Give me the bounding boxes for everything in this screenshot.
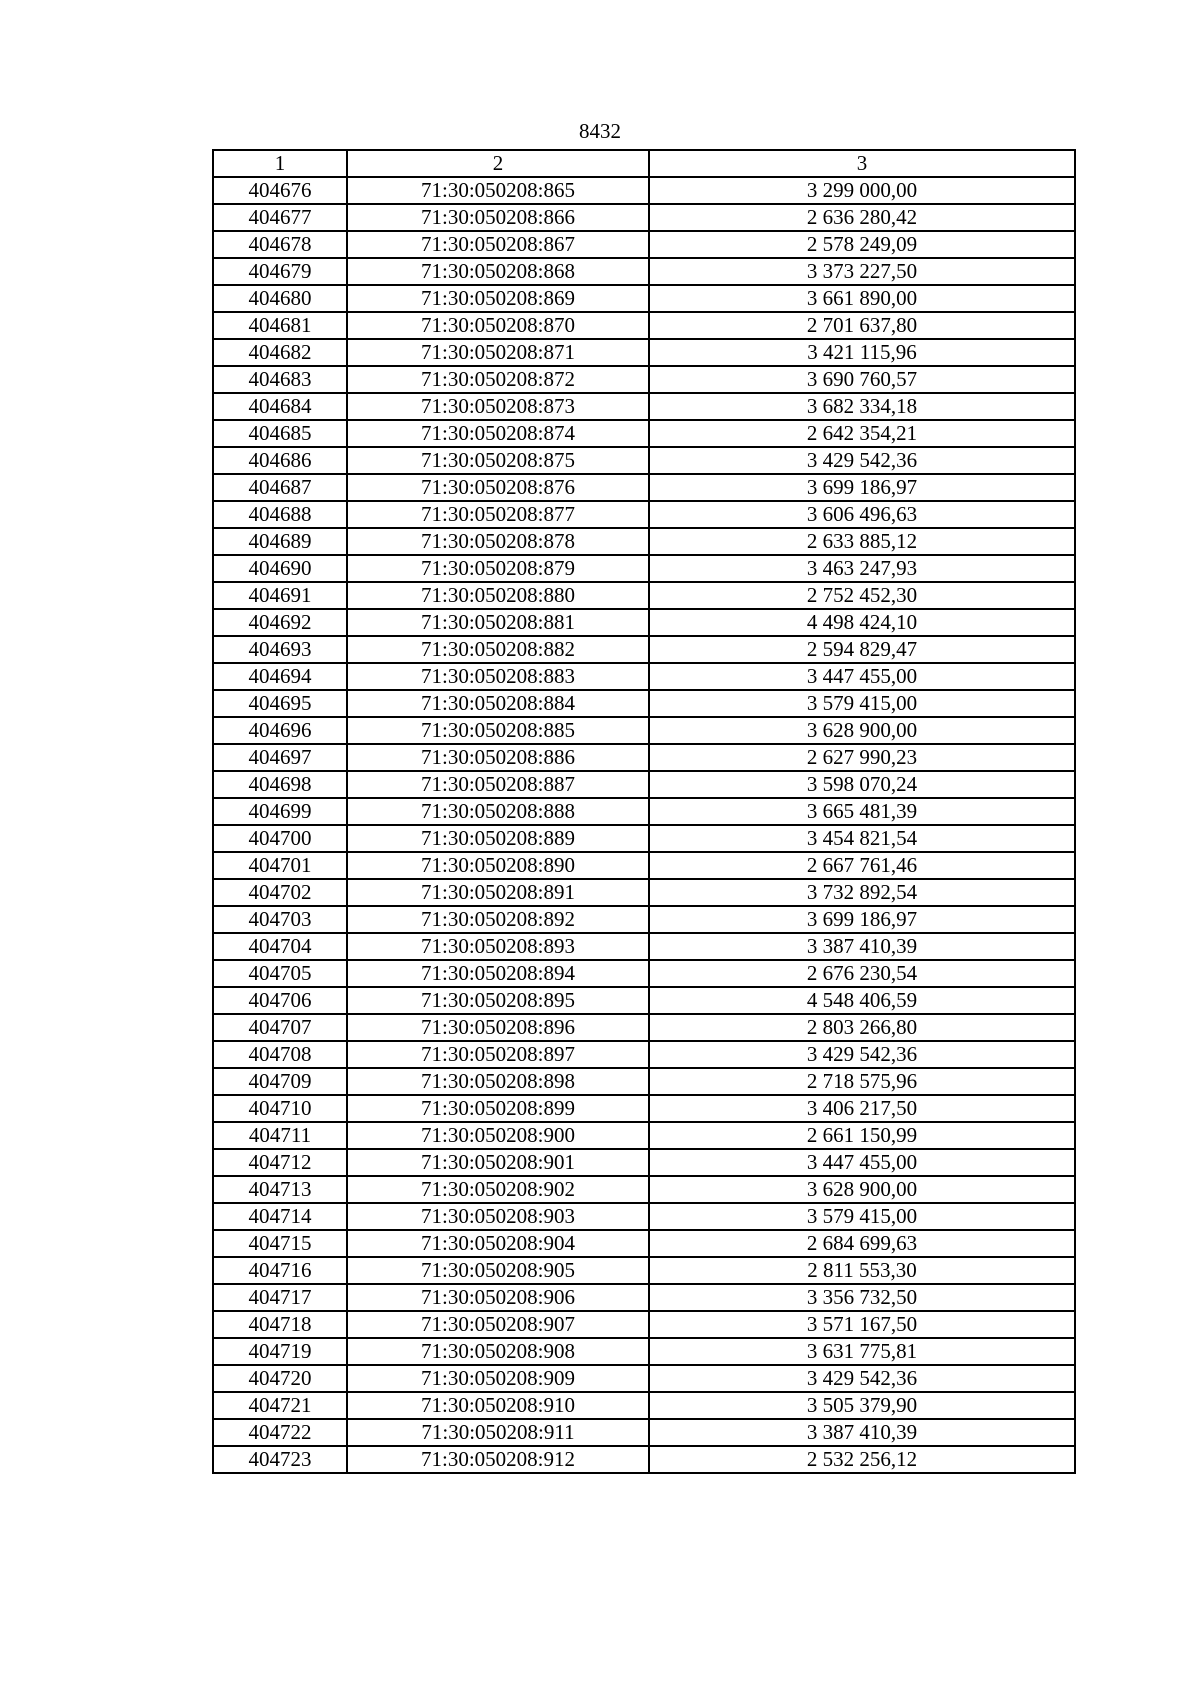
table-row bbox=[213, 582, 1075, 609]
value-cell: 2 633 885,12 bbox=[649, 528, 1075, 555]
cadastral-number-cell: 71:30:050208:912 bbox=[347, 1446, 649, 1473]
cadastral-number-cell: 71:30:050208:906 bbox=[347, 1284, 649, 1311]
value-cell: 3 356 732,50 bbox=[649, 1284, 1075, 1311]
value-cell: 3 628 900,00 bbox=[649, 717, 1075, 744]
row-number-cell: 404706 bbox=[213, 987, 347, 1014]
value-cell: 3 631 775,81 bbox=[649, 1338, 1075, 1365]
row-number-cell: 404712 bbox=[213, 1149, 347, 1176]
row-number-cell: 404678 bbox=[213, 231, 347, 258]
value-cell: 2 684 699,63 bbox=[649, 1230, 1075, 1257]
cadastral-number-cell: 71:30:050208:872 bbox=[347, 366, 649, 393]
cadastral-number-cell: 71:30:050208:870 bbox=[347, 312, 649, 339]
cadastral-number-cell: 71:30:050208:890 bbox=[347, 852, 649, 879]
table-row bbox=[213, 879, 1075, 906]
row-number-cell: 404723 bbox=[213, 1446, 347, 1473]
table-row bbox=[213, 339, 1075, 366]
value-cell: 3 429 542,36 bbox=[649, 447, 1075, 474]
row-number-cell: 404715 bbox=[213, 1230, 347, 1257]
table-row bbox=[213, 852, 1075, 879]
cadastral-number-cell: 71:30:050208:894 bbox=[347, 960, 649, 987]
value-cell: 2 676 230,54 bbox=[649, 960, 1075, 987]
value-cell: 2 578 249,09 bbox=[649, 231, 1075, 258]
table-row bbox=[213, 177, 1075, 204]
cadastral-number-cell: 71:30:050208:887 bbox=[347, 771, 649, 798]
table-row bbox=[213, 1230, 1075, 1257]
cadastral-number-cell: 71:30:050208:904 bbox=[347, 1230, 649, 1257]
row-number-cell: 404708 bbox=[213, 1041, 347, 1068]
table-row bbox=[213, 312, 1075, 339]
table-row bbox=[213, 798, 1075, 825]
table-row bbox=[213, 285, 1075, 312]
table-row bbox=[213, 1122, 1075, 1149]
table-row bbox=[213, 1068, 1075, 1095]
cadastral-number-cell: 71:30:050208:877 bbox=[347, 501, 649, 528]
value-cell: 3 429 542,36 bbox=[649, 1365, 1075, 1392]
table-row bbox=[213, 474, 1075, 501]
table-header bbox=[213, 150, 1075, 177]
value-cell: 3 387 410,39 bbox=[649, 933, 1075, 960]
cadastral-number-cell: 71:30:050208:883 bbox=[347, 663, 649, 690]
table-row bbox=[213, 1338, 1075, 1365]
cadastral-number-cell: 71:30:050208:901 bbox=[347, 1149, 649, 1176]
table-row bbox=[213, 204, 1075, 231]
cadastral-number-cell: 71:30:050208:911 bbox=[347, 1419, 649, 1446]
value-cell: 3 579 415,00 bbox=[649, 1203, 1075, 1230]
row-number-cell: 404718 bbox=[213, 1311, 347, 1338]
table-row bbox=[213, 663, 1075, 690]
cadastral-number-cell: 71:30:050208:891 bbox=[347, 879, 649, 906]
row-number-cell: 404686 bbox=[213, 447, 347, 474]
value-cell: 2 532 256,12 bbox=[649, 1446, 1075, 1473]
row-number-cell: 404705 bbox=[213, 960, 347, 987]
column-header-1: 1 bbox=[213, 150, 347, 177]
row-number-cell: 404720 bbox=[213, 1365, 347, 1392]
row-number-cell: 404709 bbox=[213, 1068, 347, 1095]
value-cell: 3 579 415,00 bbox=[649, 690, 1075, 717]
value-cell: 3 699 186,97 bbox=[649, 906, 1075, 933]
value-cell: 2 701 637,80 bbox=[649, 312, 1075, 339]
value-cell: 3 732 892,54 bbox=[649, 879, 1075, 906]
cadastral-number-cell: 71:30:050208:895 bbox=[347, 987, 649, 1014]
row-number-cell: 404717 bbox=[213, 1284, 347, 1311]
cadastral-number-cell: 71:30:050208:867 bbox=[347, 231, 649, 258]
row-number-cell: 404692 bbox=[213, 609, 347, 636]
table-row bbox=[213, 609, 1075, 636]
table-row bbox=[213, 1203, 1075, 1230]
cadastral-number-cell: 71:30:050208:910 bbox=[347, 1392, 649, 1419]
table-row bbox=[213, 555, 1075, 582]
row-number-cell: 404716 bbox=[213, 1257, 347, 1284]
table-row bbox=[213, 1419, 1075, 1446]
cadastral-number-cell: 71:30:050208:868 bbox=[347, 258, 649, 285]
row-number-cell: 404700 bbox=[213, 825, 347, 852]
cadastral-number-cell: 71:30:050208:889 bbox=[347, 825, 649, 852]
table-row bbox=[213, 1284, 1075, 1311]
cadastral-number-cell: 71:30:050208:903 bbox=[347, 1203, 649, 1230]
value-cell: 3 454 821,54 bbox=[649, 825, 1075, 852]
table-row bbox=[213, 906, 1075, 933]
row-number-cell: 404704 bbox=[213, 933, 347, 960]
cadastral-number-cell: 71:30:050208:888 bbox=[347, 798, 649, 825]
value-cell: 3 463 247,93 bbox=[649, 555, 1075, 582]
row-number-cell: 404683 bbox=[213, 366, 347, 393]
table-row bbox=[213, 1392, 1075, 1419]
value-cell: 2 752 452,30 bbox=[649, 582, 1075, 609]
cadastral-number-cell: 71:30:050208:874 bbox=[347, 420, 649, 447]
row-number-cell: 404691 bbox=[213, 582, 347, 609]
row-number-cell: 404698 bbox=[213, 771, 347, 798]
value-cell: 3 699 186,97 bbox=[649, 474, 1075, 501]
cadastral-number-cell: 71:30:050208:884 bbox=[347, 690, 649, 717]
value-cell: 2 627 990,23 bbox=[649, 744, 1075, 771]
table-row bbox=[213, 825, 1075, 852]
row-number-cell: 404685 bbox=[213, 420, 347, 447]
row-number-cell: 404684 bbox=[213, 393, 347, 420]
table-row bbox=[213, 717, 1075, 744]
row-number-cell: 404693 bbox=[213, 636, 347, 663]
cadastral-number-cell: 71:30:050208:876 bbox=[347, 474, 649, 501]
row-number-cell: 404701 bbox=[213, 852, 347, 879]
cadastral-number-cell: 71:30:050208:869 bbox=[347, 285, 649, 312]
table-row bbox=[213, 393, 1075, 420]
table-row bbox=[213, 420, 1075, 447]
cadastral-number-cell: 71:30:050208:907 bbox=[347, 1311, 649, 1338]
row-number-cell: 404695 bbox=[213, 690, 347, 717]
value-cell: 2 803 266,80 bbox=[649, 1014, 1075, 1041]
value-cell: 2 718 575,96 bbox=[649, 1068, 1075, 1095]
row-number-cell: 404721 bbox=[213, 1392, 347, 1419]
row-number-cell: 404687 bbox=[213, 474, 347, 501]
row-number-cell: 404719 bbox=[213, 1338, 347, 1365]
table-row bbox=[213, 1257, 1075, 1284]
value-cell: 3 661 890,00 bbox=[649, 285, 1075, 312]
row-number-cell: 404711 bbox=[213, 1122, 347, 1149]
cadastral-number-cell: 71:30:050208:886 bbox=[347, 744, 649, 771]
cadastral-number-cell: 71:30:050208:873 bbox=[347, 393, 649, 420]
cadastral-number-cell: 71:30:050208:878 bbox=[347, 528, 649, 555]
cadastral-number-cell: 71:30:050208:881 bbox=[347, 609, 649, 636]
table-row bbox=[213, 744, 1075, 771]
row-number-cell: 404722 bbox=[213, 1419, 347, 1446]
cadastral-number-cell: 71:30:050208:908 bbox=[347, 1338, 649, 1365]
cadastral-number-cell: 71:30:050208:885 bbox=[347, 717, 649, 744]
value-cell: 3 299 000,00 bbox=[649, 177, 1075, 204]
value-cell: 3 429 542,36 bbox=[649, 1041, 1075, 1068]
row-number-cell: 404699 bbox=[213, 798, 347, 825]
cadastral-number-cell: 71:30:050208:899 bbox=[347, 1095, 649, 1122]
row-number-cell: 404681 bbox=[213, 312, 347, 339]
table-body bbox=[213, 177, 1075, 1473]
table-row bbox=[213, 366, 1075, 393]
cadastral-number-cell: 71:30:050208:897 bbox=[347, 1041, 649, 1068]
table-row bbox=[213, 447, 1075, 474]
page-number: 8432 bbox=[579, 119, 621, 143]
value-cell: 2 811 553,30 bbox=[649, 1257, 1075, 1284]
value-cell: 3 571 167,50 bbox=[649, 1311, 1075, 1338]
cadastral-number-cell: 71:30:050208:880 bbox=[347, 582, 649, 609]
row-number-cell: 404677 bbox=[213, 204, 347, 231]
value-cell: 3 421 115,96 bbox=[649, 339, 1075, 366]
row-number-cell: 404680 bbox=[213, 285, 347, 312]
value-cell: 2 636 280,42 bbox=[649, 204, 1075, 231]
row-number-cell: 404702 bbox=[213, 879, 347, 906]
row-number-cell: 404710 bbox=[213, 1095, 347, 1122]
table-row bbox=[213, 1041, 1075, 1068]
value-cell: 3 628 900,00 bbox=[649, 1176, 1075, 1203]
table-row bbox=[213, 1095, 1075, 1122]
row-number-cell: 404713 bbox=[213, 1176, 347, 1203]
table-row bbox=[213, 933, 1075, 960]
table-row bbox=[213, 960, 1075, 987]
row-number-cell: 404714 bbox=[213, 1203, 347, 1230]
table-row bbox=[213, 690, 1075, 717]
table-row bbox=[213, 636, 1075, 663]
cadastral-number-cell: 71:30:050208:882 bbox=[347, 636, 649, 663]
value-cell: 3 373 227,50 bbox=[649, 258, 1075, 285]
value-cell: 3 682 334,18 bbox=[649, 393, 1075, 420]
value-cell: 3 387 410,39 bbox=[649, 1419, 1075, 1446]
cadastral-number-cell: 71:30:050208:896 bbox=[347, 1014, 649, 1041]
table-row bbox=[213, 771, 1075, 798]
cadastral-number-cell: 71:30:050208:875 bbox=[347, 447, 649, 474]
table-row bbox=[213, 1149, 1075, 1176]
cadastral-number-cell: 71:30:050208:879 bbox=[347, 555, 649, 582]
data-table bbox=[212, 149, 1076, 1474]
row-number-cell: 404688 bbox=[213, 501, 347, 528]
row-number-cell: 404690 bbox=[213, 555, 347, 582]
value-cell: 2 667 761,46 bbox=[649, 852, 1075, 879]
row-number-cell: 404679 bbox=[213, 258, 347, 285]
table-row bbox=[213, 987, 1075, 1014]
row-number-cell: 404689 bbox=[213, 528, 347, 555]
value-cell: 3 505 379,90 bbox=[649, 1392, 1075, 1419]
value-cell: 3 606 496,63 bbox=[649, 501, 1075, 528]
table-row bbox=[213, 1365, 1075, 1392]
row-number-cell: 404707 bbox=[213, 1014, 347, 1041]
value-cell: 2 594 829,47 bbox=[649, 636, 1075, 663]
value-cell: 3 447 455,00 bbox=[649, 1149, 1075, 1176]
value-cell: 3 665 481,39 bbox=[649, 798, 1075, 825]
value-cell: 2 642 354,21 bbox=[649, 420, 1075, 447]
cadastral-number-cell: 71:30:050208:898 bbox=[347, 1068, 649, 1095]
table-header-row bbox=[213, 150, 1075, 177]
value-cell: 3 447 455,00 bbox=[649, 663, 1075, 690]
table-row bbox=[213, 1176, 1075, 1203]
row-number-cell: 404694 bbox=[213, 663, 347, 690]
row-number-cell: 404682 bbox=[213, 339, 347, 366]
row-number-cell: 404676 bbox=[213, 177, 347, 204]
table-row bbox=[213, 1446, 1075, 1473]
cadastral-number-cell: 71:30:050208:909 bbox=[347, 1365, 649, 1392]
row-number-cell: 404697 bbox=[213, 744, 347, 771]
cadastral-number-cell: 71:30:050208:900 bbox=[347, 1122, 649, 1149]
row-number-cell: 404703 bbox=[213, 906, 347, 933]
cadastral-number-cell: 71:30:050208:871 bbox=[347, 339, 649, 366]
cadastral-number-cell: 71:30:050208:865 bbox=[347, 177, 649, 204]
value-cell: 4 498 424,10 bbox=[649, 609, 1075, 636]
cadastral-number-cell: 71:30:050208:905 bbox=[347, 1257, 649, 1284]
table-row bbox=[213, 258, 1075, 285]
table-row bbox=[213, 528, 1075, 555]
cadastral-number-cell: 71:30:050208:892 bbox=[347, 906, 649, 933]
value-cell: 3 406 217,50 bbox=[649, 1095, 1075, 1122]
column-header-3: 3 bbox=[649, 150, 1075, 177]
cadastral-number-cell: 71:30:050208:893 bbox=[347, 933, 649, 960]
value-cell: 3 598 070,24 bbox=[649, 771, 1075, 798]
value-cell: 2 661 150,99 bbox=[649, 1122, 1075, 1149]
table-row bbox=[213, 231, 1075, 258]
row-number-cell: 404696 bbox=[213, 717, 347, 744]
cadastral-number-cell: 71:30:050208:866 bbox=[347, 204, 649, 231]
value-cell: 4 548 406,59 bbox=[649, 987, 1075, 1014]
value-cell: 3 690 760,57 bbox=[649, 366, 1075, 393]
table-row bbox=[213, 501, 1075, 528]
column-header-2: 2 bbox=[347, 150, 649, 177]
cadastral-number-cell: 71:30:050208:902 bbox=[347, 1176, 649, 1203]
table-row bbox=[213, 1311, 1075, 1338]
table-row bbox=[213, 1014, 1075, 1041]
